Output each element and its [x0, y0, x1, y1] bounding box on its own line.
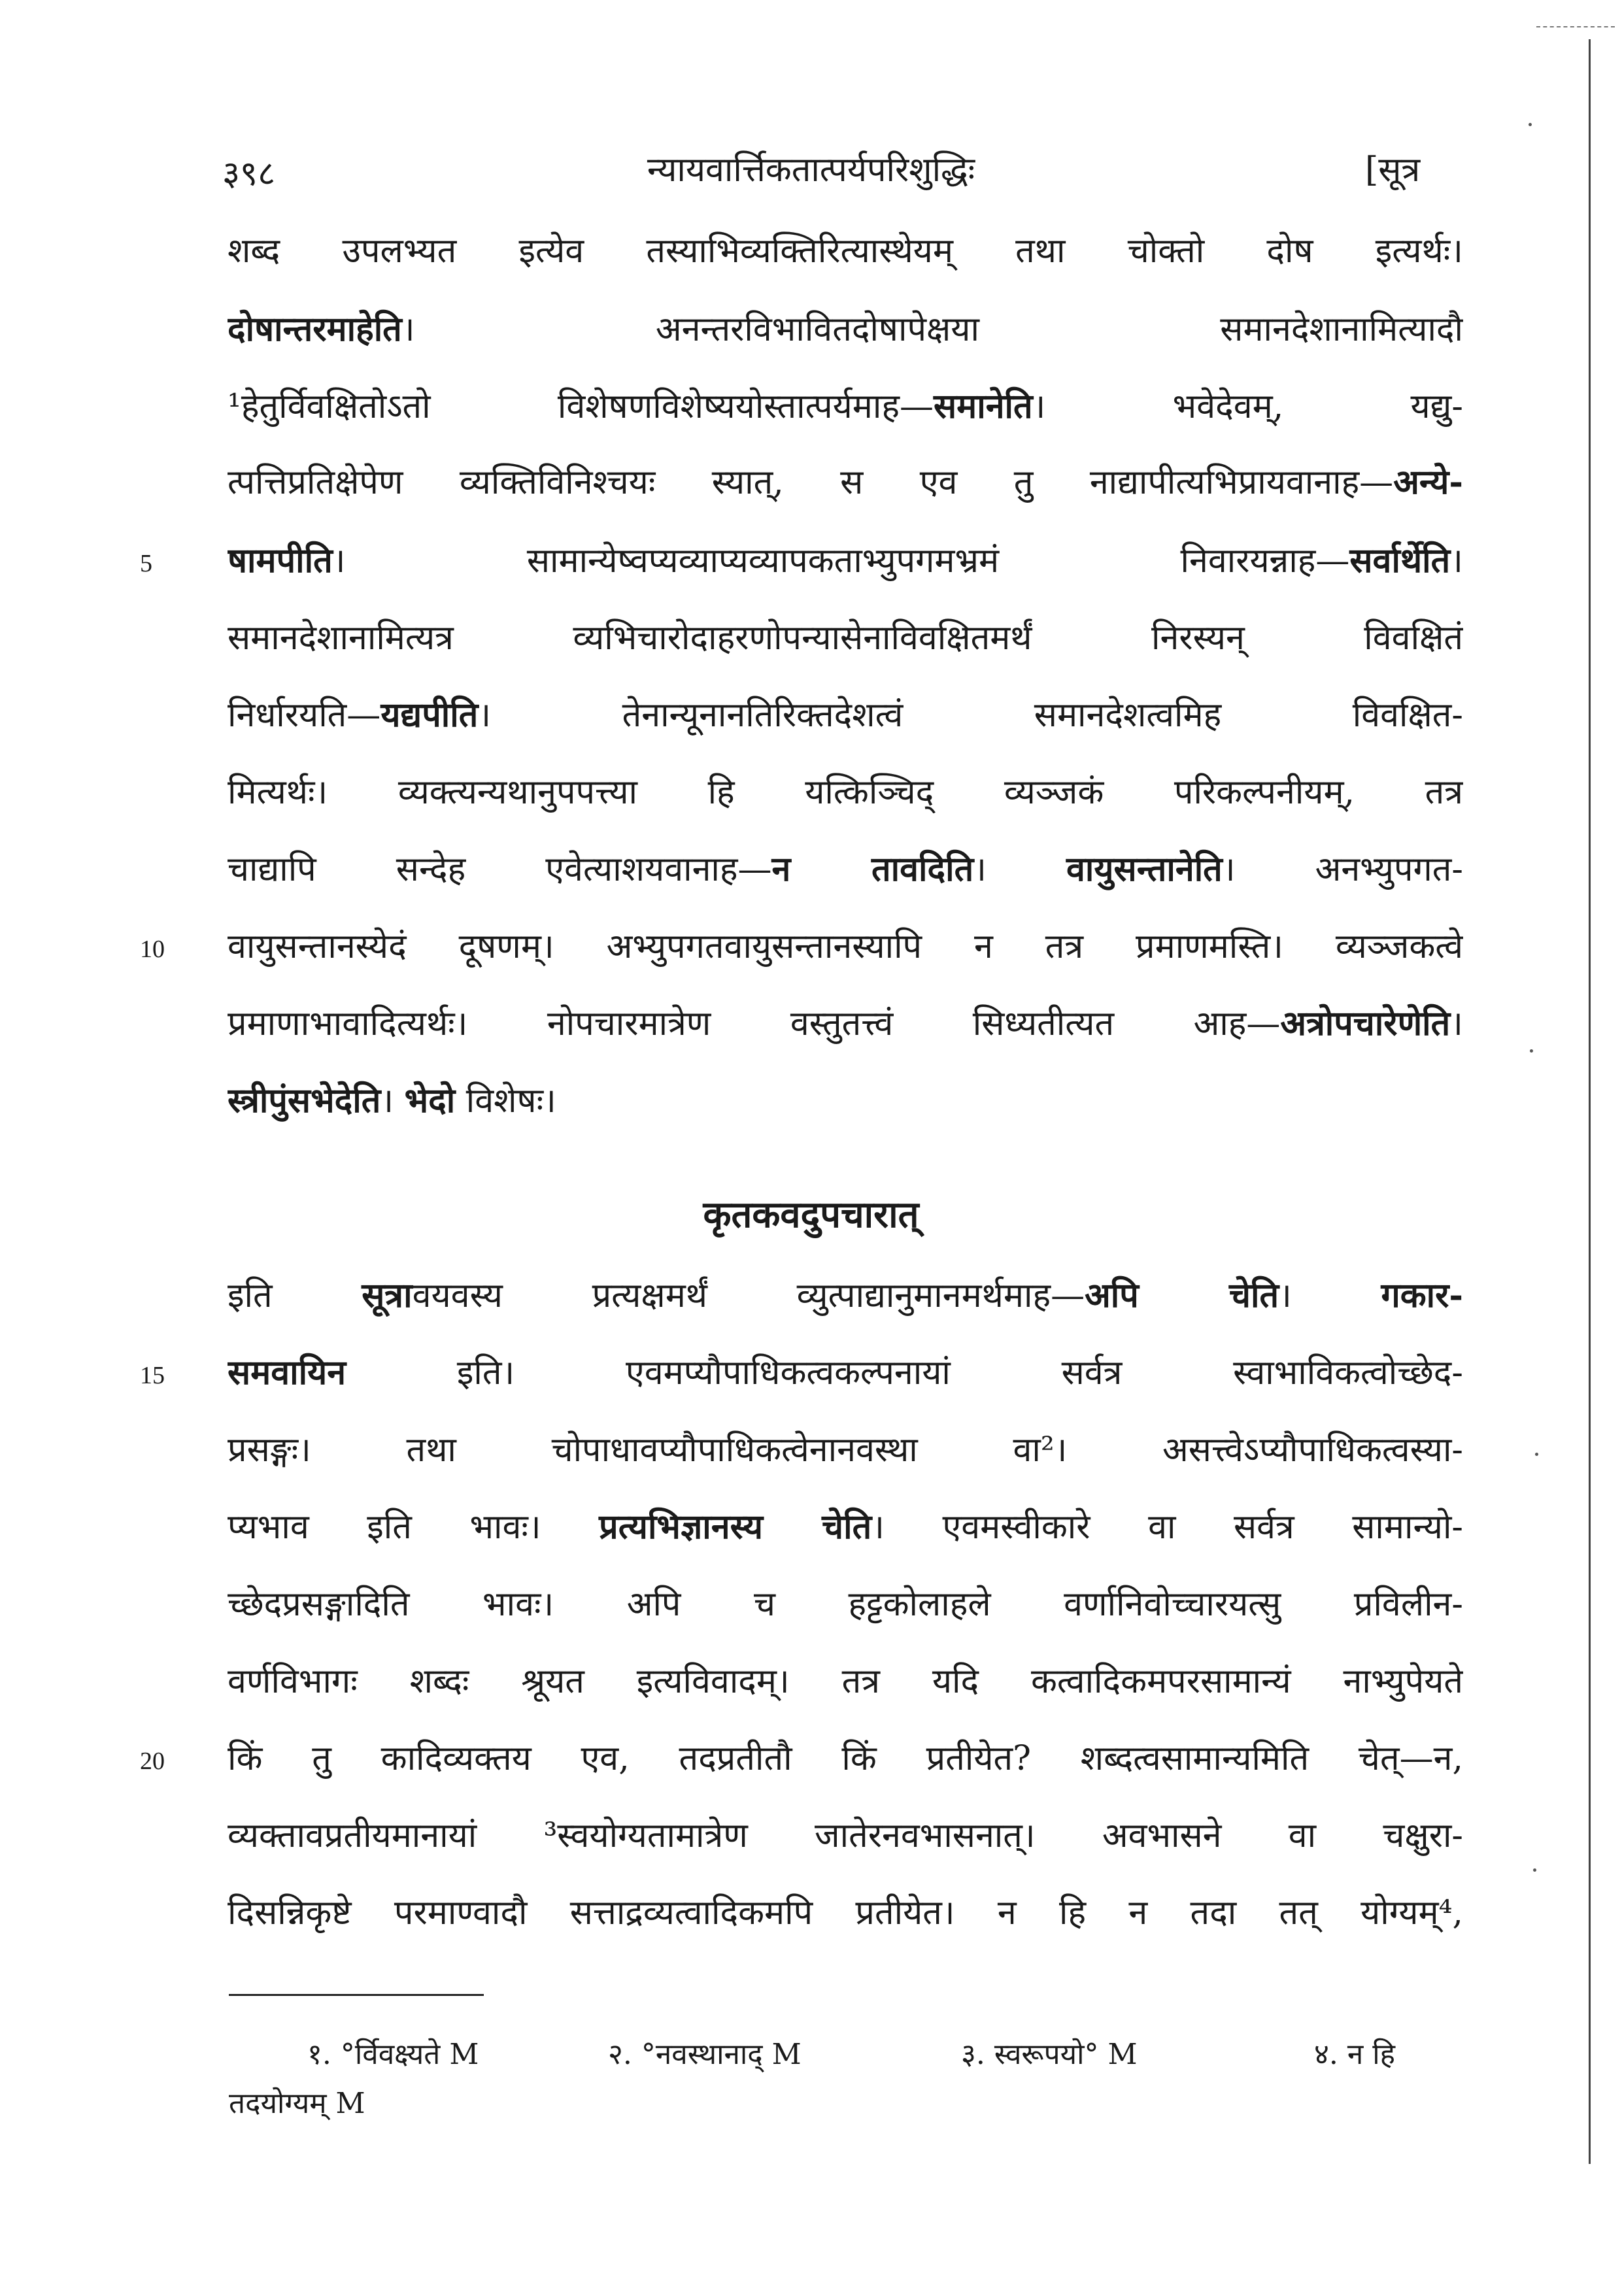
- text-line: [228, 1003, 1463, 1045]
- text-run: । भवेदेवम्, यद्यु-: [1032, 387, 1463, 426]
- text-run: प्रसङ्गः। तथा चोपाधावप्यौपाधिकत्वेनानवस्था वा²। असत्त्वेऽप्यौपाधिकत्वस्या-: [228, 1430, 1463, 1470]
- bold-lemma: षामपीति: [228, 541, 333, 581]
- bold-lemma: सूत्रा: [362, 1275, 413, 1315]
- text-run: । एवमस्वीकारे वा सर्वत्र सामान्यो-: [871, 1508, 1463, 1547]
- text-line: [228, 694, 1463, 736]
- text-run: व्यक्तावप्रतीयमानायां ³स्वयोग्यतामात्रेण जातेरनवभासनात्। अवभासने वा चक्षुरा-: [228, 1816, 1463, 1855]
- text-run: । अनन्तरविभावितदोषापेक्षया समानदेशानामित्यादौ: [401, 310, 1463, 349]
- text-line: [228, 1080, 1463, 1122]
- text-line: [228, 1815, 1463, 1857]
- text-run: समानदेशानामित्यत्र व्यभिचारोदाहरणोपन्यासेनाविवक्षितमर्थं निरस्यन् विवक्षितं: [228, 618, 1463, 658]
- footnote-4-continuation: तदयोग्यम् M: [229, 2087, 365, 2120]
- footnote-rule: [229, 1994, 484, 1996]
- text-run: । तेनान्यूनानतिरिक्तदेशत्वं समानदेशत्वमिह विवक्षित-: [478, 696, 1463, 735]
- text-run: ¹हेतुर्विवक्षितोऽतो विशेषणविशेष्ययोस्तात्पर्यमाह—: [228, 387, 934, 426]
- text-line: [228, 540, 1463, 582]
- bold-lemma: न तावदिति: [771, 849, 974, 889]
- text-run: प्रमाणाभावादित्यर्थः। नोपचारमात्रेण वस्तुतत्त्वं सिध्यतीत्यत आह—: [228, 1004, 1281, 1043]
- scan-corner-mark: [1536, 26, 1615, 54]
- scan-speck: [1535, 1453, 1538, 1456]
- text-run: त्पत्तिप्रतिक्षेपेण व्यक्तिविनिश्चयः स्यात्, स एव तु नाद्यापीत्यभिप्रायवानाह—: [228, 463, 1394, 502]
- bold-lemma: यद्यपीति: [380, 695, 479, 735]
- text-line: [228, 1352, 1463, 1394]
- bold-lemma: सर्वार्थेति: [1349, 541, 1451, 581]
- text-run: निर्धारयति—: [228, 696, 381, 735]
- text-line: [228, 617, 1463, 659]
- text-run: ।: [380, 1081, 405, 1121]
- bold-lemma: स्त्रीपुंसभेदेति: [228, 1081, 381, 1121]
- text-line: [228, 771, 1463, 813]
- text-line: [228, 926, 1463, 968]
- text-run: किं तु कादिव्यक्तय एव, तदप्रतीतौ किं प्रतीयेत? शब्दत्वसामान्यमिति चेत्—न,: [228, 1739, 1463, 1778]
- line-number: 10: [140, 936, 165, 963]
- bold-lemma: भेदो: [404, 1081, 456, 1121]
- bold-lemma: गकार-: [1381, 1275, 1463, 1315]
- footnote-1: १. °र्विवक्ष्यते M: [307, 2038, 479, 2071]
- text-run: वायुसन्तानस्येदं दूषणम्। अभ्युपगतवायुसन्तानस्यापि न तत्र प्रमाणमस्ति। व्यञ्जकत्वे: [228, 927, 1463, 966]
- text-run: ।: [1450, 1004, 1463, 1043]
- text-line: [228, 1583, 1463, 1625]
- footnote-4: ४. न हि: [1314, 2038, 1396, 2071]
- bold-lemma: प्रत्यभिज्ञानस्य चेति: [599, 1507, 872, 1547]
- footnote-3: ३. स्वरूपयो° M: [961, 2038, 1138, 2071]
- text-run: इति। एवमप्यौपाधिकत्वकल्पनायां सर्वत्र स्वाभाविकत्वोच्छेद-: [346, 1353, 1463, 1393]
- bold-lemma: अपि चेति: [1085, 1275, 1279, 1315]
- text-line: [228, 462, 1463, 503]
- line-number: 15: [140, 1362, 165, 1389]
- text-line: [228, 1506, 1463, 1548]
- scan-edge-line: [1589, 39, 1591, 2164]
- text-run: ।: [1279, 1276, 1381, 1315]
- text-run: विशेषः।: [455, 1081, 556, 1121]
- text-run: । अनभ्युपगत-: [1222, 850, 1463, 889]
- text-run: प्यभाव इति भावः।: [228, 1508, 600, 1547]
- text-run: दिसन्निकृष्टे परमाण्वादौ सत्ताद्रव्यत्वादिकमपि प्रतीयेत। न हि न तदा तत् योग्यम्⁴,: [228, 1893, 1463, 1933]
- text-run: मित्यर्थः। व्यक्त्यन्यथानुपपत्त्या हि यत्किञ्चिद् व्यञ्जकं परिकल्पनीयम्, तत्र: [228, 773, 1463, 812]
- section-tag: [सूत्र: [1365, 150, 1421, 190]
- text-line: [228, 230, 1463, 272]
- scan-speck: [1533, 1868, 1536, 1872]
- text-line: [228, 386, 1463, 428]
- text-run: चाद्यापि सन्देह एवेत्याशयवानाह—: [228, 850, 772, 889]
- bold-lemma: वायुसन्तानेति: [1066, 849, 1223, 889]
- text-line: [228, 1892, 1463, 1934]
- text-run: । सामान्येष्वप्यव्याप्यव्यापकताभ्युपगमभ्रमं निवारयन्नाह—: [332, 541, 1350, 581]
- text-run: ।: [1450, 541, 1463, 581]
- text-run: वर्णविभागः शब्दः श्रूयत इत्यविवादम्। तत्र यदि कत्वादिकमपरसामान्यं नाभ्युपेयते: [228, 1662, 1463, 1701]
- text-line: [228, 1738, 1463, 1780]
- text-line: [228, 1429, 1463, 1471]
- text-run: शब्द उपलभ्यत इत्येव तस्याभिव्यक्तिरित्यास्थेयम् तथा चोक्तो दोष इत्यर्थः।: [228, 231, 1463, 271]
- page-number: ३९८: [222, 154, 276, 194]
- scan-speck: [1530, 1049, 1533, 1053]
- scan-speck: [1529, 123, 1532, 126]
- line-number: 20: [140, 1747, 165, 1775]
- bold-lemma: दोषान्तरमाहेति: [228, 309, 402, 349]
- text-line: [228, 1275, 1463, 1317]
- running-title: न्यायवार्त्तिकतात्पर्यपरिशुद्धिः: [647, 150, 975, 190]
- text-run: ।: [973, 850, 1067, 889]
- text-line: [228, 309, 1463, 350]
- bold-lemma: समवायिन: [228, 1353, 346, 1393]
- bold-lemma: अत्रोपचारेणेति: [1280, 1004, 1451, 1043]
- text-line: [228, 849, 1463, 890]
- text-run: च्छेदप्रसङ्गादिति भावः। अपि च हट्टकोलाहले वर्णानिवोच्चारयत्सु प्रविलीन-: [228, 1585, 1463, 1624]
- text-run: इति: [228, 1276, 362, 1315]
- bold-lemma: समानेति: [933, 386, 1033, 426]
- text-line: [228, 1661, 1463, 1702]
- footnote-2: २. °नवस्थानाद् M: [608, 2038, 802, 2071]
- sutra-heading: कृतकवदुपचारात्: [703, 1193, 919, 1236]
- bold-lemma: अन्ये-: [1393, 462, 1463, 502]
- text-run: वयवस्य प्रत्यक्षमर्थं व्युत्पाद्यानुमानमर्थमाह—: [412, 1276, 1085, 1315]
- line-number: 5: [140, 550, 152, 577]
